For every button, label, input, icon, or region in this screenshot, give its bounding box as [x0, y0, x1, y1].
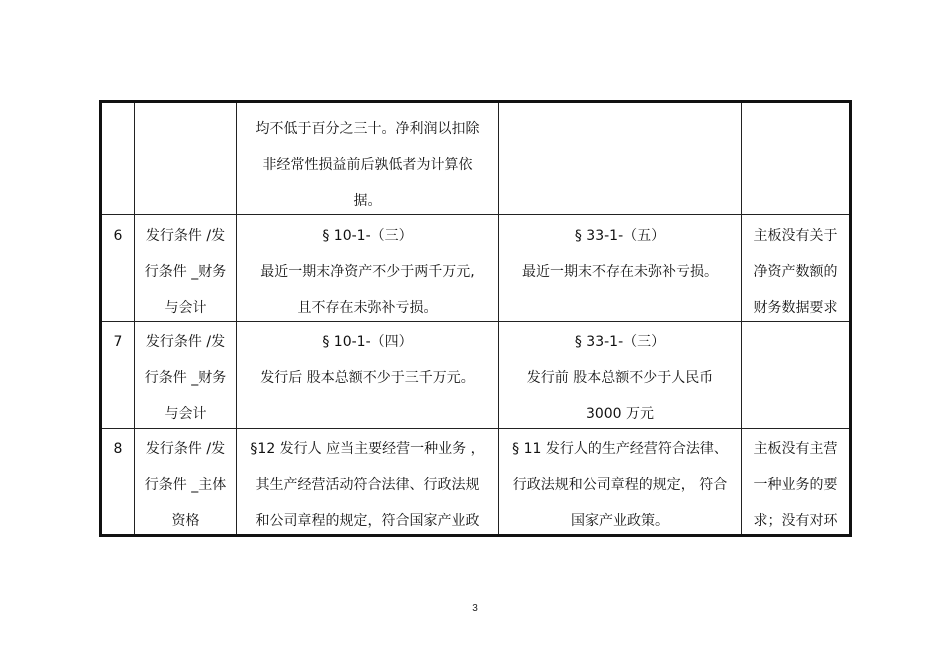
table-cell-note — [742, 215, 849, 322]
rule-text-line: 3000 万元 — [585, 406, 655, 422]
table-cell-gem-rule — [237, 215, 499, 322]
row-number: 7 — [113, 334, 123, 350]
table-cell-note — [742, 322, 849, 429]
rule-text-line: 据。 — [353, 193, 382, 209]
note-line: 净资产数额的 — [753, 264, 838, 280]
table-cell-num — [102, 429, 135, 534]
regulation-comparison-table — [99, 100, 852, 537]
row-number: 6 — [113, 228, 123, 244]
rule-text-line: 均不低于百分之三十。净利润以扣除 — [255, 121, 480, 137]
table-cell-gem-rule — [237, 429, 499, 534]
rule-text-line: 发行前 股本总额不少于人民币 — [526, 370, 714, 386]
rule-text-line: § 33-1-（五） — [574, 228, 666, 244]
category-line: 发行条件 /发 — [145, 441, 226, 457]
category-line: 发行条件 /发 — [145, 228, 226, 244]
rule-text-line: § 11 发行人的生产经营符合法律、 — [512, 441, 728, 457]
table-cell-main-board-rule — [499, 322, 742, 429]
rule-text-line: 行政法规和公司章程的规定， 符合 — [512, 477, 728, 493]
table-cell-num — [102, 103, 135, 215]
note-line: 主板没有主营 — [753, 441, 838, 457]
category-line: 行条件 _财务 — [144, 264, 227, 280]
rule-text-line: 国家产业政策。 — [571, 513, 669, 529]
note-line: 求；没有对环 — [753, 513, 838, 529]
page-number: 3 — [472, 603, 478, 614]
category-line: 行条件 _财务 — [144, 370, 227, 386]
category-line: 发行条件 /发 — [145, 334, 226, 350]
table-cell-note — [742, 429, 849, 534]
note-line: 主板没有关于 — [753, 228, 838, 244]
table-cell-gem-rule — [237, 322, 499, 429]
rule-text-line: 最近一期末净资产不少于两千万元, — [260, 264, 475, 280]
rule-text-line: § 33-1-（三） — [574, 334, 666, 350]
rule-text-line: §12 发行人 应当主要经营一种业务 ， — [250, 441, 485, 457]
rule-text-line: 且不存在未弥补亏损。 — [297, 300, 438, 316]
rule-text-line: 最近一期末不存在未弥补亏损。 — [522, 264, 718, 280]
table-cell-num — [102, 322, 135, 429]
category-line: 资格 — [171, 513, 200, 529]
table-cell-category — [135, 215, 237, 322]
rule-text-line: § 10-1-（三） — [322, 228, 413, 244]
row-number: 8 — [113, 441, 123, 457]
category-line: 与会计 — [164, 300, 207, 316]
note-line: 一种业务的要 — [753, 477, 838, 493]
table-cell-gem-rule — [237, 103, 499, 215]
note-line: 财务数据要求 — [753, 300, 838, 316]
rule-text-line: 发行后 股本总额不少于三千万元。 — [260, 370, 475, 386]
table-cell-main-board-rule — [499, 103, 742, 215]
table-cell-main-board-rule — [499, 429, 742, 534]
category-line: 与会计 — [164, 406, 207, 422]
rule-text-line: 非经常性损益前后孰低者为计算依 — [262, 157, 473, 173]
rule-text-line: § 10-1-（四） — [322, 334, 413, 350]
rule-text-line: 和公司章程的规定，符合国家产业政 — [255, 513, 480, 529]
table-cell-category — [135, 429, 237, 534]
category-line: 行条件 _主体 — [144, 477, 227, 493]
rule-text-line: 其生产经营活动符合法律、行政法规 — [255, 477, 480, 493]
table-cell-main-board-rule — [499, 215, 742, 322]
table-cell-category — [135, 103, 237, 215]
table-cell-num — [102, 215, 135, 322]
table-cell-category — [135, 322, 237, 429]
table-cell-note — [742, 103, 849, 215]
